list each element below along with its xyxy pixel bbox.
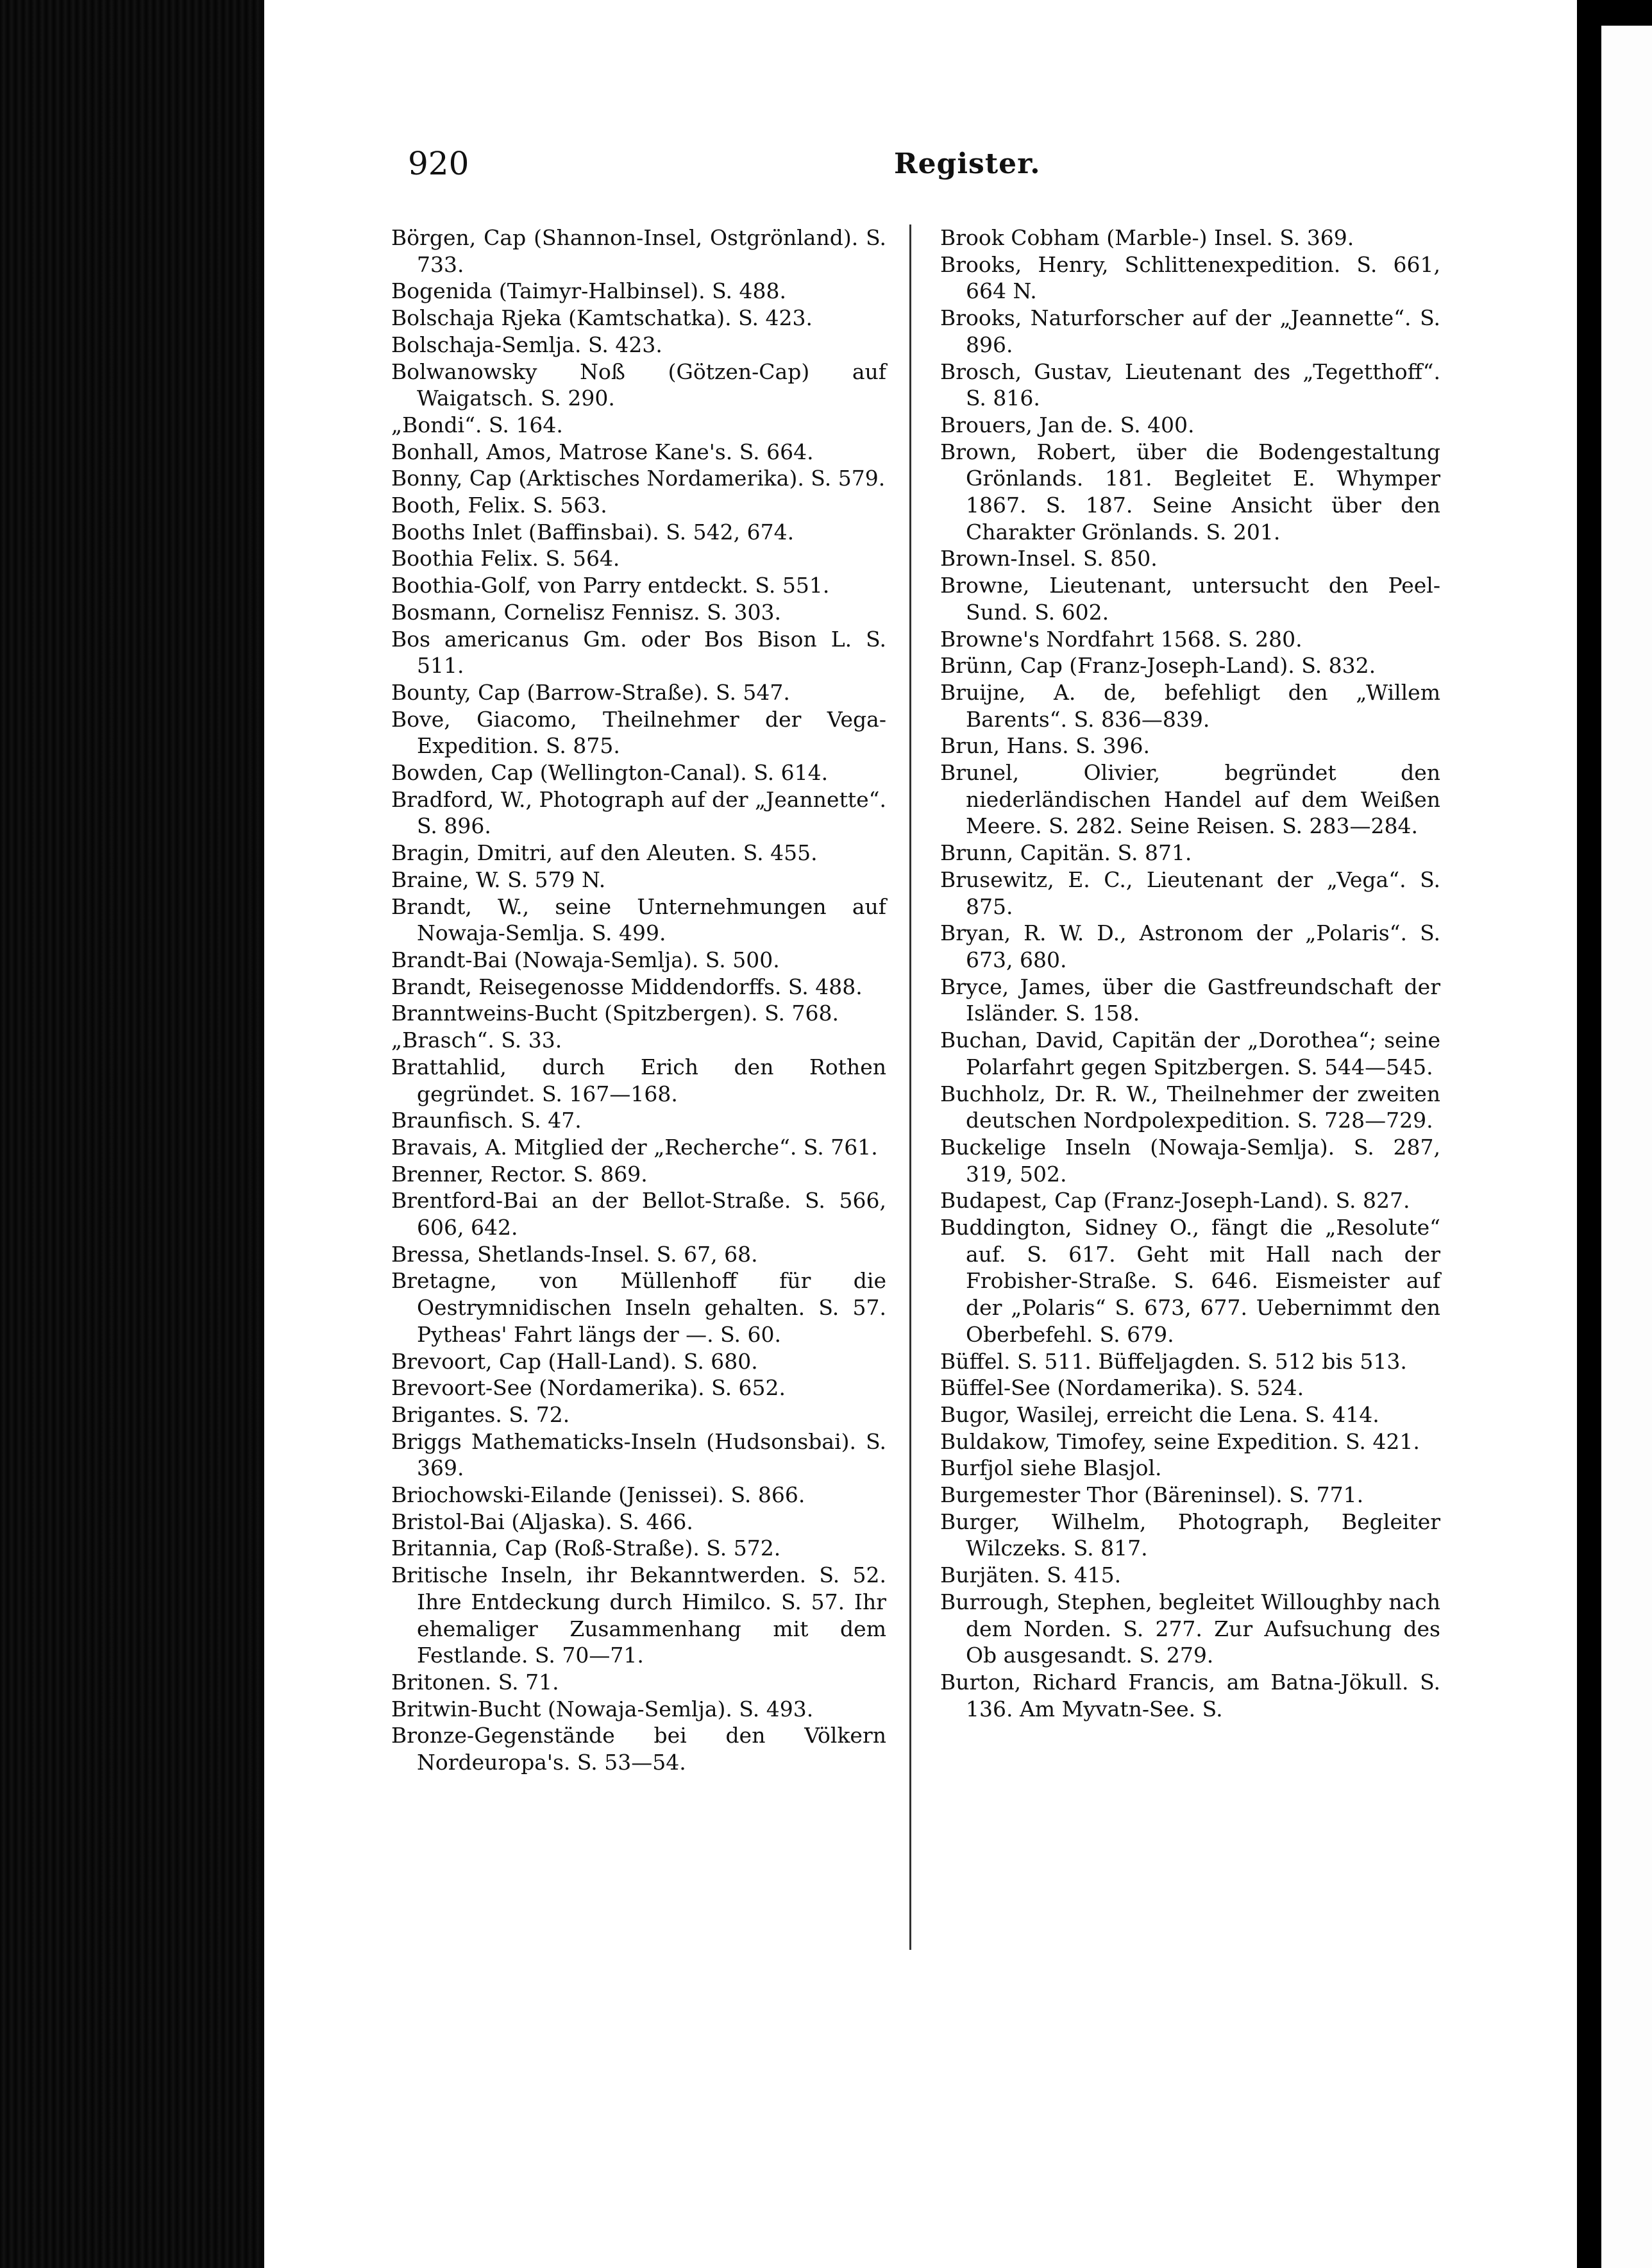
index-entry: Bressa, Shetlands-Insel. S. 67, 68. [391,1241,758,1267]
page-number: 920 [408,145,469,182]
index-entry: Bonhall, Amos, Matrose Kane's. S. 664. [391,439,814,464]
index-entry: Britannia, Cap (Roß-Straße). S. 572. [391,1536,781,1561]
index-entry: Bolschaja-Semlja. S. 423. [391,332,662,357]
page-header [408,145,1249,190]
index-entry: Browne, Lieutenant, untersucht den Peel-Sund. S. 602. [940,573,1440,625]
index-entry: Boothia-Golf, von Parry entdeckt. S. 551. [391,573,830,598]
index-entry: Buchholz, Dr. R. W., Theilnehmer der zweiten deutschen Nordpolexpedition. S. 728—729. [940,1081,1440,1133]
index-entry: Brandt-Bai (Nowaja-Semlja). S. 500. [391,947,780,972]
index-entry: Bryan, R. W. D., Astronom der „Polaris“. S. 673, 680. [940,920,1440,972]
index-entry: Bruijne, A. de, befehligt den „Willem Barents“. S. 836—839. [940,679,1440,732]
index-entry: Bogenida (Taimyr-Halbinsel). S. 488. [391,278,786,304]
index-entry: Bosmann, Cornelisz Fennisz. S. 303. [391,599,781,625]
index-entry: Brooks, Henry, Schlittenexpedition. S. 661, 664 N. [940,251,1440,304]
index-entry: Buldakow, Timofey, seine Expedition. S. 421. [940,1428,1420,1454]
index-entry: Burjäten. S. 415. [940,1562,1122,1588]
index-entry: Brown, Robert, über die Bodengestaltung Grönlands. 181. Begleitet E. Whymper 1867. S. 187. Seine Ansicht über den Charakter Grönlands. S. 201. [940,439,1440,545]
index-entry: Briggs Mathematicks-Inseln (Hudsonsbai). S. 369. [391,1428,886,1481]
index-entry: Brattahlid, durch Erich den Rothen gegründet. S. 167—168. [391,1054,886,1106]
index-entry: Bove, Giacomo, Theilnehmer der Vega-Expedition. S. 875. [391,706,886,759]
index-entry: Bristol-Bai (Aljaska). S. 466. [391,1509,693,1534]
index-entry: Brandt, W., seine Unternehmungen auf Nowaja-Semlja. S. 499. [391,893,886,946]
index-entry: Bolschaja Rjeka (Kamtschatka). S. 423. [391,305,813,331]
index-entry: Braunfisch. S. 47. [391,1108,582,1133]
index-entry: Bonny, Cap (Arktisches Nordamerika). S. 579. [391,466,886,491]
index-entry: Burrough, Stephen, begleitet Willoughby nach dem Norden. S. 277. Zur Aufsuchung des Ob ausgesandt. S. 279. [940,1589,1440,1668]
book-page [264,0,1577,2268]
index-entry: Booths Inlet (Baffinsbai). S. 542, 674. [391,519,795,545]
index-entry: Burfjol siehe Blasjol. [940,1455,1162,1481]
index-entry: Bravais, A. Mitglied der „Recherche“. S. 761. [391,1134,878,1160]
index-entry: „Brasch“. S. 33. [391,1028,562,1053]
index-entry: Bradford, W., Photograph auf der „Jeannette“. S. 896. [391,786,886,839]
index-entry: Büffel. S. 511. Büffeljagden. S. 512 bis 513. [940,1348,1407,1374]
index-entry: Brentford-Bai an der Bellot-Straße. S. 566, 606, 642. [391,1188,886,1240]
right-column [940,224,1440,1722]
left-column [391,224,886,1776]
index-entry: Börgen, Cap (Shannon-Insel, Ostgrönland). S. 733. [391,225,886,277]
next-page-edge [1601,26,1652,2268]
index-entry: Bugor, Wasilej, erreicht die Lena. S. 414. [940,1401,1379,1427]
index-entry: Brigantes. S. 72. [391,1401,570,1427]
book-gutter [1577,0,1601,2268]
index-entry: Budapest, Cap (Franz-Joseph-Land). S. 827. [940,1188,1410,1214]
index-entry: Buddington, Sidney O., fängt die „Resolute“ auf. S. 617. Geht mit Hall nach der Frobisher-Straße. S. 646. Eismeister auf der „Polaris“ S. 673, 677. Uebernimmt den Oberbefehl. S. 679. [940,1215,1440,1347]
index-entry: Braine, W. S. 579 N. [391,867,606,892]
index-entry: Brusewitz, E. C., Lieutenant der „Vega“. S. 875. [940,867,1440,919]
index-entry: Brouers, Jan de. S. 400. [940,412,1195,437]
index-entry: Brevoort, Cap (Hall-Land). S. 680. [391,1348,758,1374]
index-entry: Brandt, Reisegenosse Middendorffs. S. 488. [391,974,863,999]
book-spine-shadow [0,0,264,2268]
index-entry: Burger, Wilhelm, Photograph, Begleiter Wilczeks. S. 817. [940,1509,1440,1561]
running-head: Register. [894,148,1041,180]
index-entry: Buchan, David, Capitän der „Dorothea“; seine Polarfahrt gegen Spitzbergen. S. 544—545. [940,1028,1440,1079]
index-entry: Booth, Felix. S. 563. [391,493,607,518]
index-entry: Bowden, Cap (Wellington-Canal). S. 614. [391,760,829,786]
index-entry: Britische Inseln, ihr Bekanntwerden. S. 52. Ihre Entdeckung durch Himilco. S. 57. Ihr ehemaliger Zusammenhang mit dem Festlande. S. 70—71. [391,1562,886,1668]
index-entry: Bryce, James, über die Gastfreundschaft der Isländer. S. 158. [940,974,1440,1026]
index-entry: Brooks, Naturforscher auf der „Jeannette“. S. 896. [940,305,1440,357]
index-entry: Brevoort-See (Nordamerika). S. 652. [391,1375,786,1401]
index-entry: Brown-Insel. S. 850. [940,546,1158,571]
index-entry: Brunel, Olivier, begründet den niederländischen Handel auf dem Weißen Meere. S. 282. Seine Reisen. S. 283—284. [940,760,1440,839]
index-entry: Branntweins-Bucht (Spitzbergen). S. 768. [391,1001,839,1026]
index-entry: Britwin-Bucht (Nowaja-Semlja). S. 493. [391,1696,814,1722]
index-entry: Brünn, Cap (Franz-Joseph-Land). S. 832. [940,653,1376,679]
index-entry: Briochowski-Eilande (Jenissei). S. 866. [391,1482,805,1508]
index-entry: Brook Cobham (Marble-) Insel. S. 369. [940,225,1354,250]
index-entry: Büffel-See (Nordamerika). S. 524. [940,1375,1304,1401]
index-entry: Brunn, Capitän. S. 871. [940,840,1192,866]
index-entry: Bos americanus Gm. oder Bos Bison L. S. 511. [391,626,886,679]
index-entry: Brosch, Gustav, Lieutenant des „Tegetthoff“. S. 816. [940,359,1440,411]
index-entry: Burton, Richard Francis, am Batna-Jökull. S. 136. Am Myvatn-See. S. [940,1669,1440,1722]
index-entry: Brenner, Rector. S. 869. [391,1161,648,1187]
index-entry: Bragin, Dmitri, auf den Aleuten. S. 455. [391,840,818,866]
index-entry: Bretagne, von Müllenhoff für die Oestrymnidischen Inseln gehalten. S. 57. Pytheas' Fahrt längs der —. S. 60. [391,1268,886,1347]
index-entry: Boothia Felix. S. 564. [391,546,620,571]
column-divider [909,224,911,1950]
index-entry: Browne's Nordfahrt 1568. S. 280. [940,626,1302,652]
index-entry: Buckelige Inseln (Nowaja-Semlja). S. 287, 319, 502. [940,1134,1440,1187]
index-entry: Brun, Hans. S. 396. [940,733,1150,759]
index-entry: Burgemester Thor (Bäreninsel). S. 771. [940,1482,1364,1508]
index-entry: Britonen. S. 71. [391,1669,559,1695]
index-entry: Bronze-Gegenstände bei den Völkern Nordeuropa's. S. 53—54. [391,1723,886,1775]
index-entry: Bounty, Cap (Barrow-Straße). S. 547. [391,679,790,705]
index-entry: Bolwanowsky Noß (Götzen-Cap) auf Waigatsch. S. 290. [391,359,886,411]
index-entry: „Bondi“. S. 164. [391,412,563,437]
